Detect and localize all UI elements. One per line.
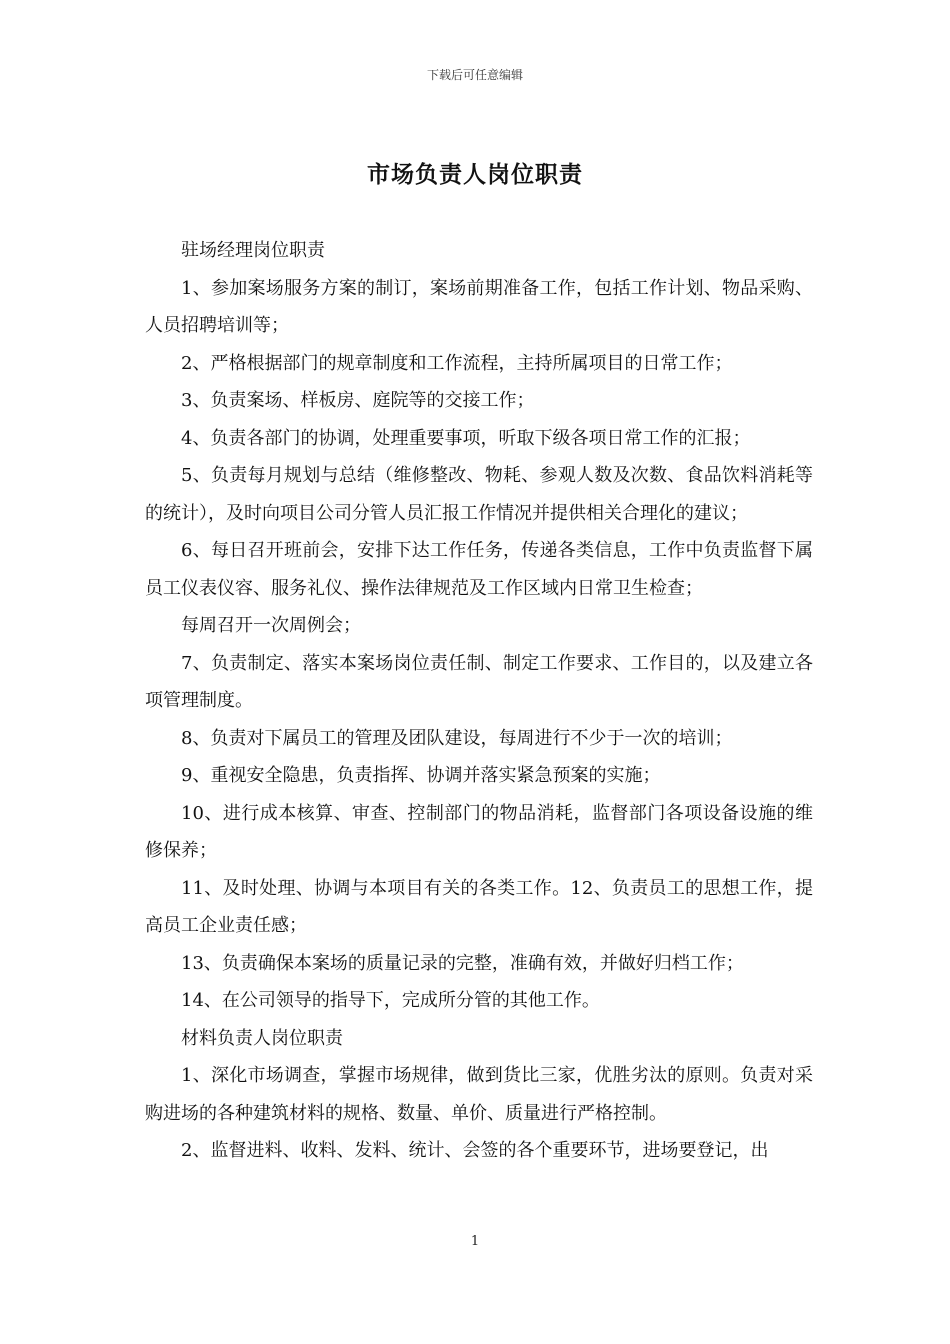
paragraph: 4、负责各部门的协调，处理重要事项，听取下级各项日常工作的汇报； bbox=[181, 427, 751, 449]
paragraph: 9、重视安全隐患，负责指挥、协调并落实紧急预案的实施； bbox=[181, 765, 661, 786]
document-body bbox=[145, 232, 813, 1170]
paragraph: 8、负责对下属员工的管理及团队建设，每周进行不少于一次的培训； bbox=[181, 727, 733, 749]
document-title: 市场负责人岗位职责 bbox=[367, 161, 583, 188]
paragraph: 14、在公司领导的指导下，完成所分管的其他工作。 bbox=[181, 990, 600, 1011]
paragraph: 3、负责案场、样板房、庭院等的交接工作； bbox=[181, 390, 535, 411]
paragraph: 2、严格根据部门的规章制度和工作流程，主持所属项目的日常工作； bbox=[181, 352, 733, 374]
paragraph: 10、进行成本核算、审查、控制部门的物品消耗，监督部门各项设备设施的维修保养； bbox=[145, 802, 813, 861]
paragraph: 2、监督进料、收料、发料、统计、会签的各个重要环节，进场要登记，出 bbox=[181, 1140, 769, 1161]
paragraph: 11、及时处理、协调与本项目有关的各类工作。12、负责员工的思想工作，提高员工企业责任感； bbox=[145, 877, 813, 936]
paragraph: 每周召开一次周例会； bbox=[181, 615, 361, 636]
section-heading-materials-manager: 材料负责人岗位职责 bbox=[181, 1027, 343, 1049]
paragraph: 1、深化市场调查，掌握市场规律，做到货比三家，优胜劣汰的原则。负责对采购进场的各种建筑材料的规格、数量、单价、质量进行严格控制。 bbox=[145, 1065, 813, 1124]
paragraph: 13、负责确保本案场的质量记录的完整，准确有效，并做好归档工作； bbox=[181, 952, 744, 974]
page-number: 1 bbox=[470, 1234, 480, 1249]
header-note: 下载后可任意编辑 bbox=[426, 68, 523, 82]
paragraph: 6、每日召开班前会，安排下达工作任务，传递各类信息，工作中负责监督下属员工仪表仪容、服务礼仪、操作法律规范及工作区域内日常卫生检查； bbox=[145, 540, 813, 599]
paragraph: 7、负责制定、落实本案场岗位责任制、制定工作要求、工作目的，以及建立各项管理制度。 bbox=[145, 652, 813, 711]
paragraph: 5、负责每月规划与总结（维修整改、物耗、参观人数及次数、食品饮料消耗等的统计），及时向项目公司分管人员汇报工作情况并提供相关合理化的建议； bbox=[145, 465, 813, 524]
paragraph: 1、参加案场服务方案的制订，案场前期准备工作，包括工作计划、物品采购、人员招聘培训等； bbox=[145, 277, 813, 336]
section-heading-resident-manager: 驻场经理岗位职责 bbox=[181, 240, 325, 261]
